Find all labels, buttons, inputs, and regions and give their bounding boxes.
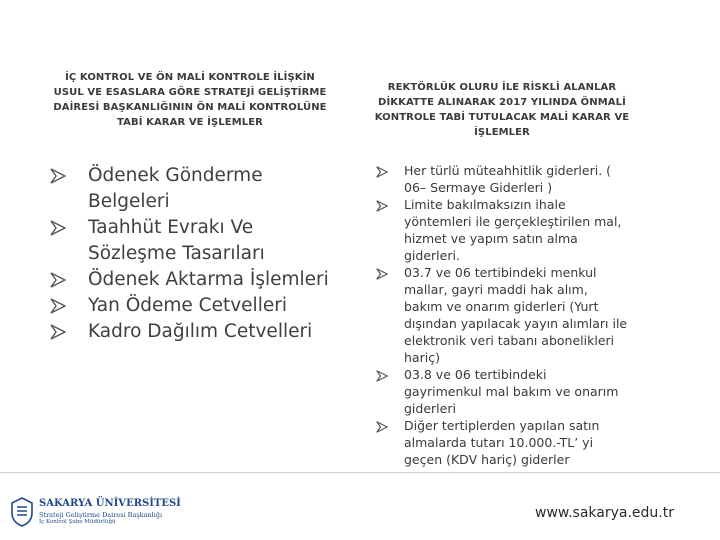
- arrow-bullet-icon: [50, 298, 66, 314]
- list-item: [376, 264, 628, 366]
- logo-subtitle: Strateji Geliştirme Dairesi Başkanlığı: [39, 511, 163, 519]
- arrow-bullet-icon: [50, 220, 66, 236]
- list-item-label: Her türlü müteahhitlik giderleri. ( 06– Sermaye Giderleri ): [404, 163, 612, 195]
- logo-subtitle-2: İç Kontrol Şube Müdürlüğü: [39, 519, 116, 525]
- list-item-label: Ödenek Aktarma İşlemleri: [88, 269, 329, 290]
- list-item: [50, 163, 330, 215]
- list-item: [50, 319, 330, 345]
- arrow-bullet-icon: [50, 324, 66, 340]
- arrow-bullet-icon: [376, 200, 388, 212]
- right-column-title: REKTÖRLÜK OLURU İLE RİSKLİ ALANLAR DİKKATTE ALINARAK 2017 YILINDA ÖNMALİ KONTROLE TABİ TUTULACAK MALİ KARAR VE İŞLEMLER: [374, 82, 630, 138]
- left-item-list: [50, 163, 330, 345]
- footer-divider: [0, 472, 720, 473]
- right-item-list: [376, 162, 628, 468]
- left-column-title: İÇ KONTROL VE ÖN MALİ KONTROLE İLİŞKİN USUL VE ESASLARA GÖRE STRATEJİ GELİŞTİRME DAİRESİ BAŞKANLIĞININ ÖN MALİ KONTROLÜNE TABİ KARAR VE İŞLEMLER: [53, 72, 327, 128]
- logo-title: SAKARYA ÜNİVERSİTESİ: [39, 498, 181, 509]
- list-item: [50, 215, 330, 267]
- arrow-bullet-icon: [50, 272, 66, 288]
- arrow-bullet-icon: [376, 421, 388, 433]
- arrow-bullet-icon: [50, 168, 66, 184]
- arrow-bullet-icon: [376, 166, 388, 178]
- list-item: [376, 196, 628, 264]
- list-item: [376, 366, 628, 417]
- arrow-bullet-icon: [376, 268, 388, 280]
- website-link[interactable]: www.sakarya.edu.tr: [535, 505, 674, 521]
- list-item: [376, 417, 628, 468]
- list-item: [50, 293, 330, 319]
- list-item-label: 03.8 ve 06 tertibindeki gayrimenkul mal bakım ve onarım giderleri: [404, 367, 619, 416]
- list-item-label: Taahhüt Evrakı Ve Sözleşme Tasarıları: [88, 217, 265, 264]
- list-item-label: 03.7 ve 06 tertibindeki menkul mallar, gayri maddi hak alım, bakım ve onarım giderleri (Yurt dışından yapılacak yayın alımları ile elektronik veri tabanı abonelikleri hariç): [404, 265, 628, 365]
- arrow-bullet-icon: [376, 370, 388, 382]
- list-item: [50, 267, 330, 293]
- list-item-label: Yan Ödeme Cetvelleri: [88, 295, 287, 316]
- list-item-label: Ödenek Gönderme Belgeleri: [88, 165, 263, 212]
- list-item: [376, 162, 628, 196]
- list-item-label: Kadro Dağılım Cetvelleri: [88, 321, 313, 342]
- list-item-label: Diğer tertiplerden yapılan satın almalarda tutarı 10.000.-TL’ yi geçen (KDV hariç) giderler: [404, 418, 600, 467]
- university-emblem-icon: [10, 497, 34, 527]
- university-logo: [10, 497, 181, 529]
- list-item-label: Limite bakılmaksızın ihale yöntemleri ile gerçekleştirilen mal, hizmet ve yapım satın alma giderleri.: [404, 197, 622, 263]
